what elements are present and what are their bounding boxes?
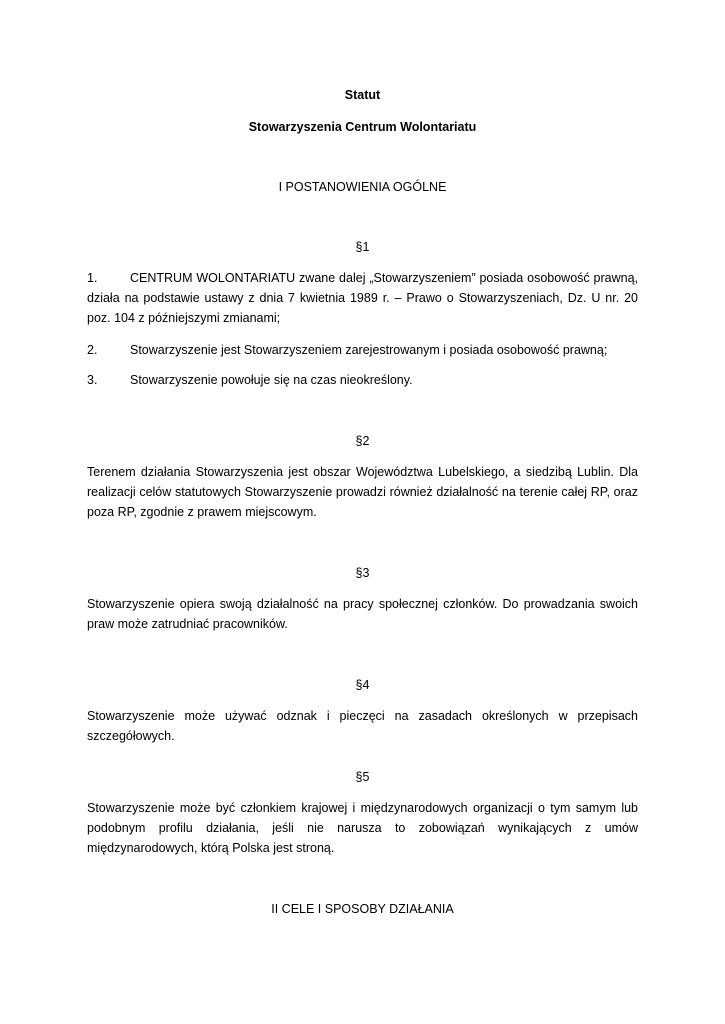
chapter-heading-1: I POSTANOWIENIA OGÓLNE: [278, 180, 447, 194]
section-heading-4: §4: [355, 678, 370, 692]
list-item: [87, 340, 638, 360]
section-paragraph-5: Stowarzyszenie może być członkiem krajowej i międzynarodowych organizacji o tym samym lub podobnym profilu działania, jeśli nie narusza to zobowiązań wynikających z umów międzynarodowych, którą Polska jest stroną.: [87, 801, 638, 855]
list-item-number: 2.: [87, 343, 98, 357]
list-item-number: 1.: [87, 271, 98, 285]
document-title: Statut: [344, 88, 381, 102]
section-heading-2: §2: [355, 434, 370, 448]
chapter-heading-2: II CELE I SPOSOBY DZIAŁANIA: [271, 902, 454, 916]
list-item: [87, 370, 638, 390]
list-item: [87, 268, 638, 328]
document-subtitle: Stowarzyszenia Centrum Wolontariatu: [248, 120, 477, 134]
section-paragraph-2: Terenem działania Stowarzyszenia jest obszar Województwa Lubelskiego, a siedzibą Lublin. Dla realizacji celów statutowych Stowarzyszenie prowadzi również działalność na terenie całej RP, oraz poza RP, zgodnie z prawem miejscowym.: [87, 465, 638, 519]
list-item-number: 3.: [87, 373, 98, 387]
section-heading-3: §3: [355, 566, 370, 580]
list-item-text: Stowarzyszenie powołuje się na czas nieokreślony.: [130, 373, 413, 387]
list-item-text: CENTRUM WOLONTARIATU zwane dalej „Stowarzyszeniem” posiada osobowość prawną, działa na podstawie ustawy z dnia 7 kwietnia 1989 r. – Prawo o Stowarzyszeniach, Dz. U nr. 20 poz. 104 z późniejszymi zmianami;: [87, 271, 638, 325]
section-heading-5: §5: [355, 770, 370, 784]
list-item-text: Stowarzyszenie jest Stowarzyszeniem zarejestrowanym i posiada osobowość prawną;: [130, 343, 608, 357]
section-paragraph-4: Stowarzyszenie może używać odznak i pieczęci na zasadach określonych w przepisach szczegółowych.: [87, 709, 638, 743]
section-heading-1: §1: [355, 240, 370, 254]
section-paragraph-3: Stowarzyszenie opiera swoją działalność na pracy społecznej członków. Do prowadzania swoich praw może zatrudniać pracowników.: [87, 597, 638, 631]
